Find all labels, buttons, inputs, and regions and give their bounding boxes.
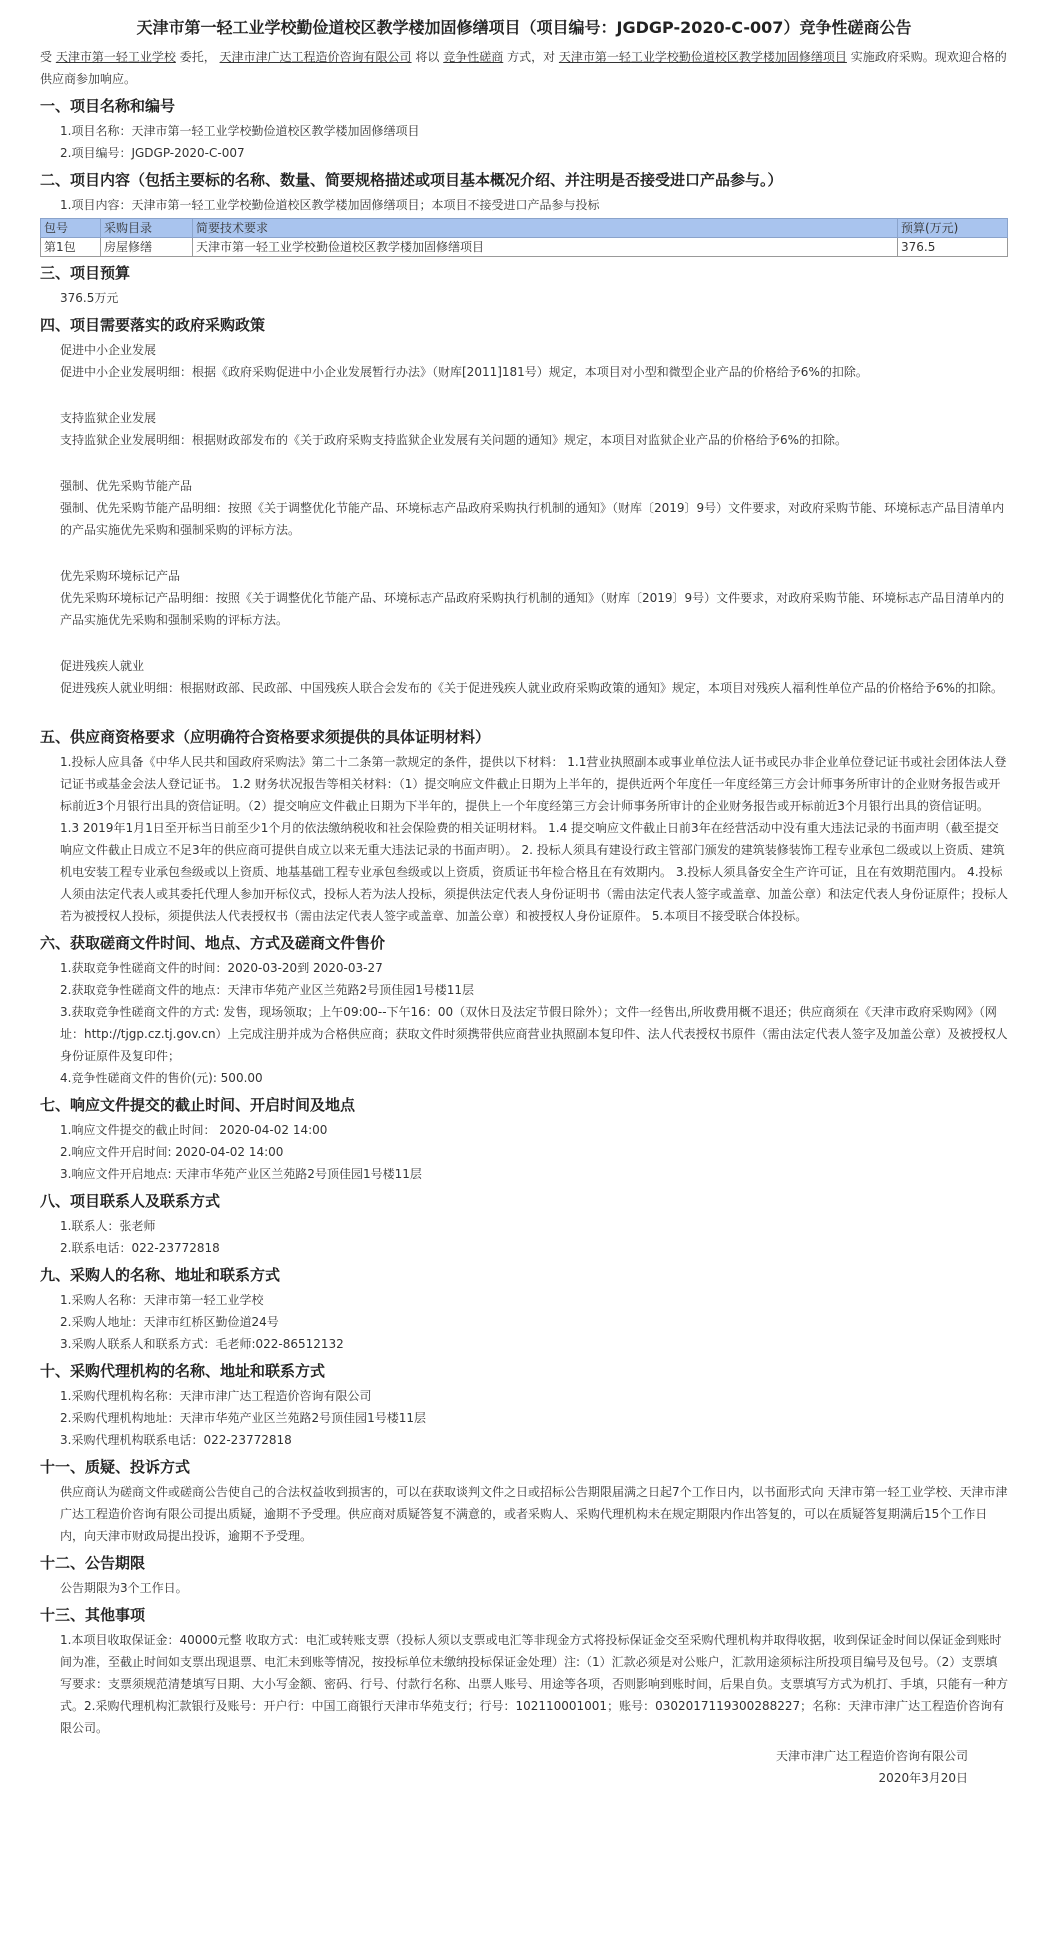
project-content: 1.项目内容：天津市第一轻工业学校勤俭道校区教学楼加固修缮项目；本项目不接受进口产品参与投标 [60, 198, 600, 212]
table-cell: 第1包 [41, 238, 101, 257]
intro-paragraph [40, 46, 1008, 90]
table-row [41, 238, 1008, 257]
list-item: 2.采购人地址：天津市红桥区勤俭道24号 [60, 1315, 279, 1329]
intro-text: 实施政府采购。现欢迎合格的供应商参加响应。 [40, 50, 1007, 86]
list-item: 3.采购代理机构联系电话：022-23772818 [60, 1433, 292, 1447]
method-link[interactable]: 竞争性磋商 [443, 50, 504, 64]
section-heading: 八、项目联系人及联系方式 [40, 1192, 221, 1210]
list-item: 3.采购人联系人和联系方式：毛老师:022-86512132 [60, 1337, 344, 1351]
complaint-text: 供应商认为磋商文件或磋商公告使自己的合法权益收到损害的，可以在获取谈判文件之日或招标公告期限届满之日起7个工作日内，以书面形式向 天津市第一轻工业学校、天津市津广达工程造价咨询有限公司提出质疑，逾期不予受理。供应商对质疑答复不满意的，或者采购人、采购代理机构未在规定期限内作出答复的，可以在质疑答复期满后15个工作日内，向天津市财政局提出投诉，逾期不予受理。 [60, 1485, 1008, 1543]
policy-detail: 优先采购环境标记产品明细：按照《关于调整优化节能产品、环境标志产品政府采购执行机制的通知》（财库〔2019〕9号）文件要求，对政府采购节能、环境标志产品目清单内的产品实施优先采购和强制采购的评标方法。 [60, 591, 1005, 627]
intro-text: 方式，对 [507, 50, 556, 64]
policy-title: 优先采购环境标记产品 [60, 569, 181, 583]
table-cell: 天津市第一轻工业学校勤俭道校区教学楼加固修缮项目 [193, 238, 898, 257]
section-heading: 四、项目需要落实的政府采购政策 [40, 316, 266, 334]
policy-title: 支持监狱企业发展 [60, 411, 157, 425]
intro-text: 委托， [179, 50, 216, 64]
section-heading: 七、响应文件提交的截止时间、开启时间及地点 [40, 1096, 356, 1114]
column-header: 采购目录 [101, 219, 193, 238]
package-table [40, 218, 1008, 257]
list-item: 2.响应文件开启时间: 2020-04-02 14:00 [60, 1145, 284, 1159]
table-header-row [41, 219, 1008, 238]
budget-value: 376.5万元 [60, 291, 119, 305]
list-item: 2.获取竞争性磋商文件的地点：天津市华苑产业区兰苑路2号顶佳园1号楼11层 [60, 983, 474, 997]
list-item: 2.采购代理机构地址：天津市华苑产业区兰苑路2号顶佳园1号楼11层 [60, 1411, 426, 1425]
purchaser-link[interactable]: 天津市第一轻工业学校 [55, 50, 176, 64]
section-heading: 十一、质疑、投诉方式 [40, 1458, 191, 1476]
signature-date: 2020年3月20日 [878, 1771, 968, 1785]
section-heading: 十、采购代理机构的名称、地址和联系方式 [40, 1362, 326, 1380]
list-item: 1.响应文件提交的截止时间： 2020-04-02 14:00 [60, 1123, 328, 1137]
qualification-text: 1.投标人应具备《中华人民共和国政府采购法》第二十二条第一款规定的条件，提供以下材料： 1.1营业执照副本或事业单位法人证书或民办非企业单位登记证书或社会团体法人登记证书或基金会法人登记证书。 1.2 财务状况报告等相关材料：（1）提交响应文件截止日期为上半年的，提供近两个年度任一年度经第三方会计师事务所审计的企业财务报告或开标前近3个月银行出具的资信证明。（2）提交响应文件截止日期为下半年的，提供上一个年度经第三方会计师事务所审计的企业财务报告或开标前近3个月银行出具的资信证明。 1.3 2019年1月1日至开标当日前至少1个月的依法缴纳税收和社会保险费的相关证明材料。 1.4 提交响应文件截止日前3年在经营活动中没有重大违法记录的书面声明（截至提交响应文件截止日成立不足3年的供应商可提供自成立以来无重大违法记录的书面声明）。 2. 投标人须具有建设行政主管部门颁发的建筑装修装饰工程专业承包二级或以上资质、建筑机电安装工程专业承包叁级或以上资质、地基基础工程专业承包叁级或以上资质，资质证书年检合格且在有效期内。 3.投标人须具备安全生产许可证，且在有效期范围内。 4.投标人须由法定代表人或其委托代理人参加开标仪式，投标人若为法人投标，须提供法定代表人身份证明书（需由法定代表人签字或盖章、加盖公章）和法定代表人身份证原件；投标人若为被授权人投标，须提供法人代表授权书（需由法定代表人签字或盖章、加盖公章）和被授权人身份证原件。 5.本项目不接受联合体投标。 [60, 755, 1009, 923]
list-item: 3.获取竞争性磋商文件的方式: 发售，现场领取；上午09:00--下午16：00（双休日及法定节假日除外）；文件一经售出,所收费用概不退还；供应商须在《天津市政府采购网》（网址：http://tjgp.cz.tj.gov.cn）上完成注册并成为合格供应商；获取文件时须携带供应商营业执照副本复印件、法人代表授权书原件（需由法定代表人签字及加盖公章）及被授权人身份证原件及复印件； [60, 1005, 1008, 1063]
policy-detail: 促进中小企业发展明细：根据《政府采购促进中小企业发展暂行办法》（财库[2011]181号）规定，本项目对小型和微型企业产品的价格给予6%的扣除。 [60, 365, 868, 379]
project-name: 1.项目名称：天津市第一轻工业学校勤俭道校区教学楼加固修缮项目 [60, 124, 420, 138]
section-heading: 一、项目名称和编号 [40, 97, 176, 115]
signature-org: 天津市津广达工程造价咨询有限公司 [775, 1749, 968, 1763]
list-item: 3.响应文件开启地点: 天津市华苑产业区兰苑路2号顶佳园1号楼11层 [60, 1167, 422, 1181]
list-item: 4.竞争性磋商文件的售价(元): 500.00 [60, 1071, 263, 1085]
section-heading: 六、获取磋商文件时间、地点、方式及磋商文件售价 [40, 934, 386, 952]
policy-title: 促进残疾人就业 [60, 659, 145, 673]
list-item: 2.联系电话：022-23772818 [60, 1241, 220, 1255]
policy-detail: 强制、优先采购节能产品明细：按照《关于调整优化节能产品、环境标志产品政府采购执行机制的通知》（财库〔2019〕9号）文件要求，对政府采购节能、环境标志产品目清单内的产品实施优先采购和强制采购的评标方法。 [60, 501, 1005, 537]
policy-title: 促进中小企业发展 [60, 343, 157, 357]
agency-link[interactable]: 天津市津广达工程造价咨询有限公司 [219, 50, 412, 64]
policy-title: 强制、优先采购节能产品 [60, 479, 193, 493]
intro-text: 将以 [415, 50, 440, 64]
policy-detail: 支持监狱企业发展明细：根据财政部发布的《关于政府采购支持监狱企业发展有关问题的通知》规定，本项目对监狱企业产品的价格给予6%的扣除。 [60, 433, 848, 447]
section-heading: 三、项目预算 [40, 264, 131, 282]
table-cell: 376.5 [898, 238, 1008, 257]
policy-detail: 促进残疾人就业明细：根据财政部、民政部、中国残疾人联合会发布的《关于促进残疾人就业政府采购政策的通知》规定，本项目对残疾人福利性单位产品的价格给予6%的扣除。 [60, 681, 1004, 695]
project-link[interactable]: 天津市第一轻工业学校勤俭道校区教学楼加固修缮项目 [558, 50, 847, 64]
section-heading: 五、供应商资格要求（应明确符合资格要求须提供的具体证明材料） [40, 728, 491, 746]
column-header: 预算(万元) [898, 219, 1008, 238]
column-header: 简要技术要求 [193, 219, 898, 238]
project-code: 2.项目编号：JGDGP-2020-C-007 [60, 146, 245, 160]
section-heading: 十三、其他事项 [40, 1606, 146, 1624]
notice-period: 公告期限为3个工作日。 [60, 1581, 188, 1595]
section-heading: 十二、公告期限 [40, 1554, 146, 1572]
list-item: 1.获取竞争性磋商文件的时间：2020-03-20到 2020-03-27 [60, 961, 383, 975]
page-title: 天津市第一轻工业学校勤俭道校区教学楼加固修缮项目（项目编号：JGDGP-2020-C-007）竞争性磋商公告 [136, 18, 912, 37]
section-heading: 二、项目内容（包括主要标的名称、数量、简要规格描述或项目基本概况介绍、并注明是否接受进口产品参与。） [40, 171, 783, 189]
list-item: 1.联系人：张老师 [60, 1219, 156, 1233]
column-header: 包号 [41, 219, 101, 238]
section-heading: 九、采购人的名称、地址和联系方式 [40, 1266, 281, 1284]
list-item: 1.采购代理机构名称：天津市津广达工程造价咨询有限公司 [60, 1389, 372, 1403]
list-item: 1.采购人名称：天津市第一轻工业学校 [60, 1293, 264, 1307]
intro-text: 受 [40, 50, 53, 64]
table-cell: 房屋修缮 [101, 238, 193, 257]
other-matters-text: 1.本项目收取保证金：40000元整 收取方式：电汇或转账支票（投标人须以支票或电汇等非现金方式将投标保证金交至采购代理机构并取得收据，收到保证金时间以保证金到账时间为准，至截止时间如支票出现退票、电汇未到账等情况，按投标单位未缴纳投标保证金处理）注:（1）汇款必须是对公账户，汇款用途须标注所投项目编号及包号。（2）支票填写要求：支票须规范清楚填写日期、大小写金额、密码、行号、付款行名称、出票人账号、用途等各项，否则影响到账时间，后果自负。支票填写方式为机打、手填，只能有一种方式。2.采购代理机构汇款银行及账号：开户行：中国工商银行天津市华苑支行；行号：102110001001；账号：0302017119300288227；名称：天津市津广达工程造价咨询有限公司。 [60, 1633, 1009, 1735]
